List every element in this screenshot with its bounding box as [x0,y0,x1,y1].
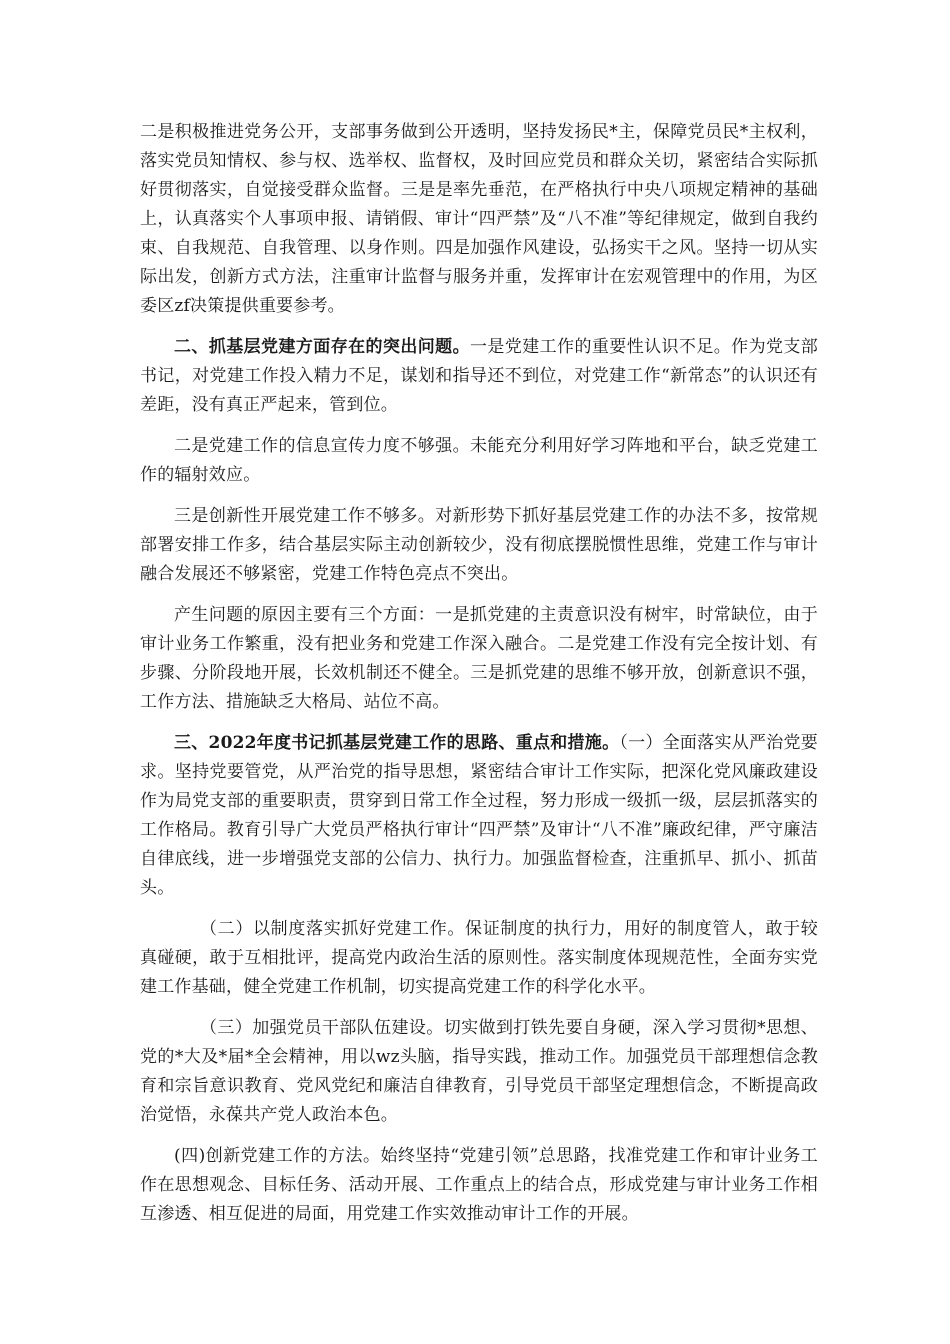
paragraph-2 [140,333,818,420]
paragraph-5: 产生问题的原因主要有三个方面：一是抓党建的主责意识没有树牢，时常缺位，由于审计业务工作繁重，没有把业务和党建工作深入融合。二是党建工作没有完全按计划、有步骤、分阶段地开展，长效机制还不健全。三是抓党建的思维不够开放，创新意识不强，工作方法、措施缺乏大格局、站位不高。 [140,605,818,712]
paragraph-8: （三）加强党员干部队伍建设。切实做到打铁先要自身硬，深入学习贯彻*思想、党的*大及*届*全会精神，用以wz头脑，指导实践，推动工作。加强党员干部理想信念教育和宗旨意识教育、党风党纪和廉洁自律教育，引导党员干部坚定理想信念，不断提高政治觉悟，永葆共产党人政治本色。 [140,1018,818,1125]
section-three-body: （一）全面落实从严治党要求。坚持党要管党，从严治党的指导思想，紧密结合审计工作实际，把深化党风廉政建设作为局党支部的重要职责，贯穿到日常工作全过程，努力形成一级抓一级，层层抓落实的工作格局。教育引导广大党员严格执行审计“四严禁”及审计“八不准”廉政纪律，严守廉洁自律底线，进一步增强党支部的公信力、执行力。加强监督检查，注重抓早、抓小、抓苗头。 [140,733,818,898]
section-three-heading: 三、2022年度书记抓基层党建工作的思路、重点和措施。 [174,733,620,753]
paragraph-6 [140,729,818,903]
paragraph-4: 三是创新性开展党建工作不够多。对新形势下抓好基层党建工作的办法不多，按常规部署安排工作多，结合基层实际主动创新较少，没有彻底摆脱惯性思维，党建工作与审计融合发展还不够紧密，党建工作特色亮点不突出。 [140,506,818,584]
paragraph-9: (四)创新党建工作的方法。始终坚持“党建引领”总思路，找准党建工作和审计业务工作在思想观念、目标任务、活动开展、工作重点上的结合点，形成党建与审计业务工作相互渗透、相互促进的局面，用党建工作实效推动审计工作的开展。 [140,1146,818,1224]
document-page [140,118,818,1241]
paragraph-3: 二是党建工作的信息宣传力度不够强。未能充分利用好学习阵地和平台，缺乏党建工作的辐射效应。 [140,436,818,485]
paragraph-1: 二是积极推进党务公开，支部事务做到公开透明，坚持发扬民*主，保障党员民*主权利，落实党员知情权、参与权、选举权、监督权，及时回应党员和群众关切，紧密结合实际抓好贯彻落实，自觉接受群众监督。三是是率先垂范，在严格执行中央八项规定精神的基础上，认真落实个人事项申报、请销假、审计“四严禁”及“八不准”等纪律规定，做到自我约束、自我规范、自我管理、以身作则。四是加强作风建设，弘扬实干之风。坚持一切从实际出发，创新方式方法，注重审计监督与服务并重，发挥审计在宏观管理中的作用，为区委区zf决策提供重要参考。 [140,122,818,316]
paragraph-7: （二）以制度落实抓好党建工作。保证制度的执行力，用好的制度管人，敢于较真碰硬，敢于互相批评，提高党内政治生活的原则性。落实制度体现规范性，全面夯实党建工作基础，健全党建工作机制，切实提高党建工作的科学化水平。 [140,919,818,997]
section-two-heading: 二、抓基层党建方面存在的突出问题。 [174,337,470,357]
section-two-body: 一是党建工作的重要性认识不足。作为党支部书记，对党建工作投入精力不足，谋划和指导还不到位，对党建工作“新常态”的认识还有差距，没有真正严起来，管到位。 [140,337,819,415]
